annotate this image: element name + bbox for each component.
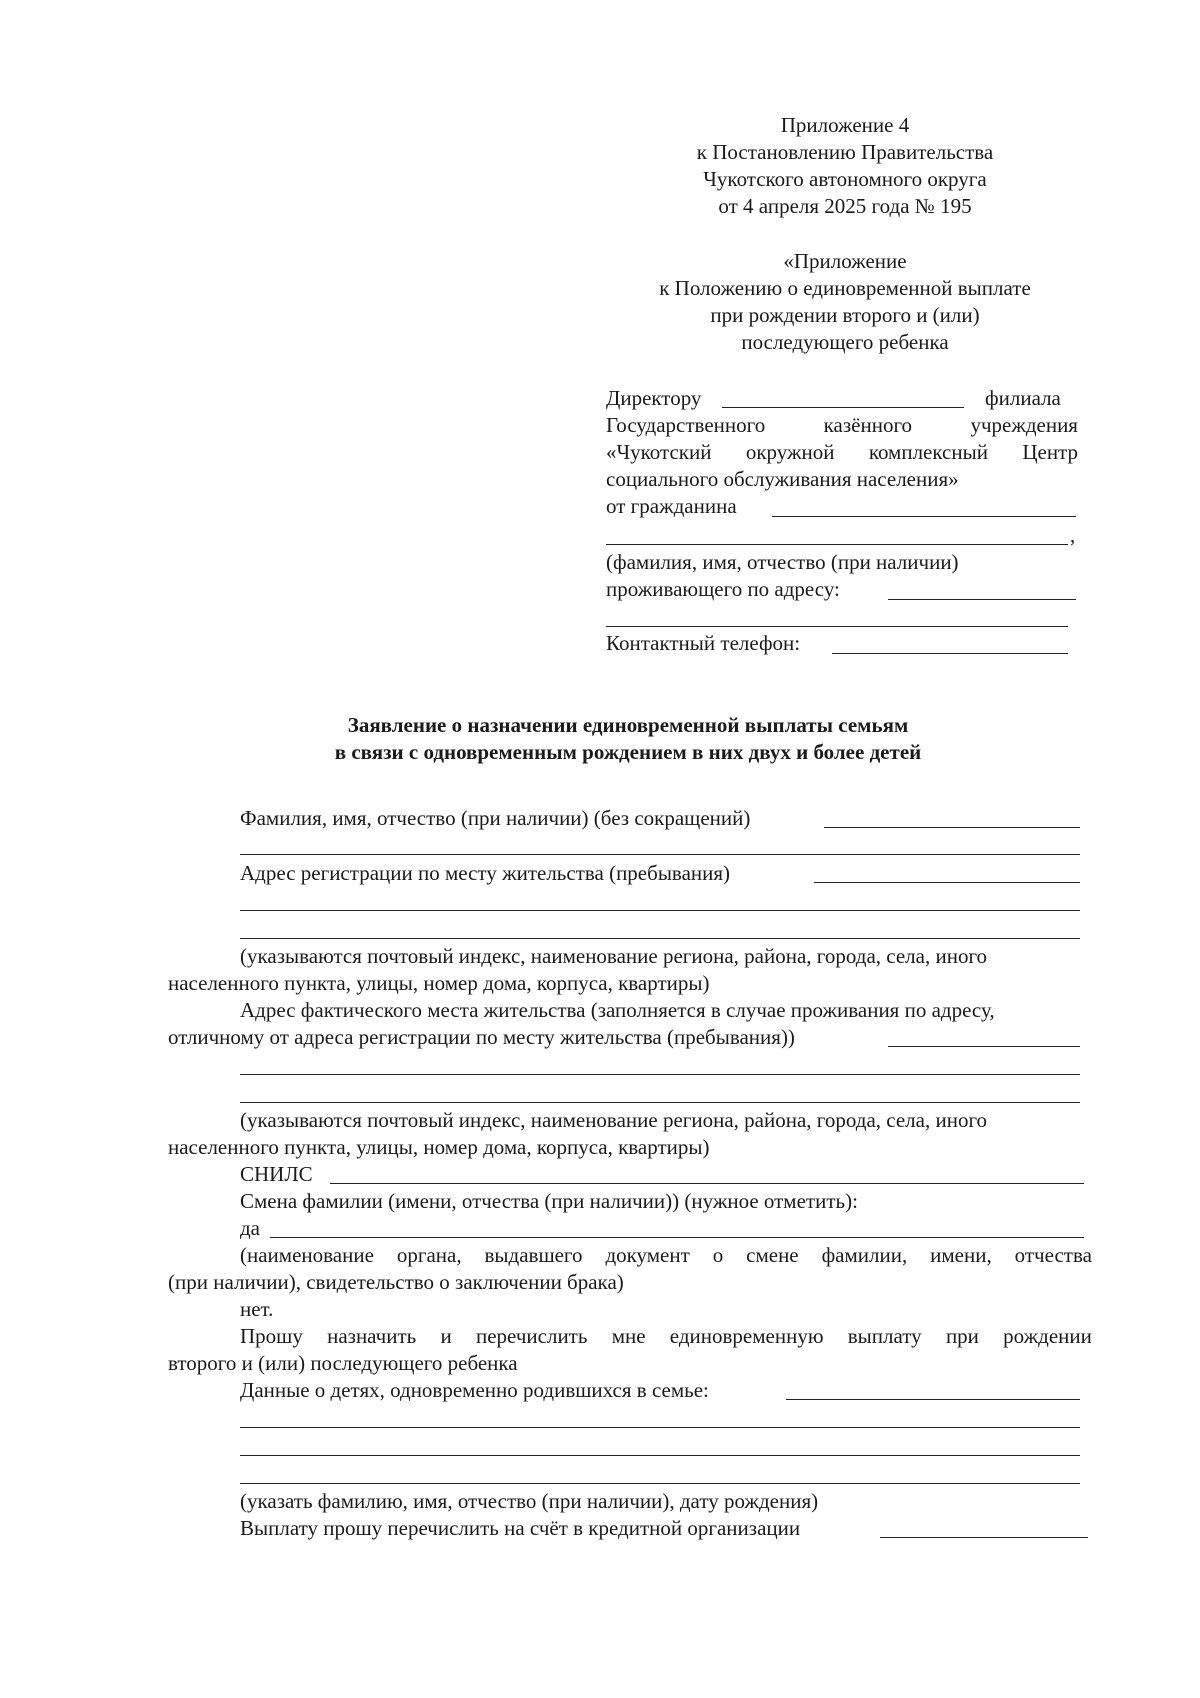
request-word: мне <box>611 1324 646 1348</box>
request-word: выплату <box>847 1324 922 1348</box>
yes-option[interactable]: да <box>240 1216 261 1240</box>
organ-word: фамилии, <box>821 1243 908 1267</box>
snils-field[interactable] <box>330 1183 1084 1184</box>
name-change-label: Смена фамилии (имени, отчества (при наличии)) (нужное отметить): <box>240 1189 858 1213</box>
sub-appendix-line-4: последующего ребенка <box>741 330 949 354</box>
address-hint-2-line-2: населенного пункта, улицы, номер дома, корпуса, квартиры) <box>168 1135 710 1159</box>
request-line-1 <box>240 1323 1092 1349</box>
actual-address-field-2[interactable] <box>240 1074 1080 1075</box>
citizen-name-field[interactable] <box>772 516 1076 517</box>
address-hint-1-line-2: населенного пункта, улицы, номер дома, корпуса, квартиры) <box>168 971 710 995</box>
appendix-line-3: Чукотского автономного округа <box>703 167 987 191</box>
sub-appendix-line-2: к Положению о единовременной выплате <box>659 276 1031 300</box>
sub-appendix-line-1: «Приложение <box>783 249 907 273</box>
director-suffix: филиала <box>985 386 1061 410</box>
phone-field[interactable] <box>832 653 1068 654</box>
request-word: и <box>440 1324 452 1348</box>
organ-word: органа, <box>396 1243 462 1267</box>
request-word: при <box>945 1324 979 1348</box>
actual-address-line-1: Адрес фактического места жительства (заполняется в случае проживания по адресу, <box>240 998 995 1022</box>
from-citizen-label: от гражданина <box>606 494 737 518</box>
fio-label: Фамилия, имя, отчество (при наличии) (без сокращений) <box>240 806 751 830</box>
actual-address-line-2: отличному от адреса регистрации по месту жительства (пребывания)) <box>168 1025 795 1049</box>
reg-address-label: Адрес регистрации по месту жительства (пребывания) <box>240 861 731 885</box>
appendix-line-4: от 4 апреля 2025 года № 195 <box>718 194 972 218</box>
address-hint-1-line-1: (указываются почтовый индекс, наименование региона, района, города, села, иного <box>240 944 988 968</box>
reg-address-field[interactable] <box>814 882 1080 883</box>
children-field-2[interactable] <box>240 1427 1080 1428</box>
organ-word: о <box>712 1243 724 1267</box>
phone-label: Контактный телефон: <box>606 631 801 655</box>
actual-address-field-3[interactable] <box>240 1102 1080 1103</box>
appendix-line-2: к Постановлению Правительства <box>696 140 994 164</box>
request-word: назначить <box>327 1324 417 1348</box>
inst-word: учреждения <box>970 413 1078 437</box>
org-word: «Чукотский <box>606 440 712 464</box>
no-option[interactable]: нет. <box>240 1297 274 1321</box>
children-hint: (указать фамилию, имя, отчество (при наличии), дату рождения) <box>240 1489 819 1513</box>
children-field[interactable] <box>786 1399 1080 1400</box>
org-word: комплексный <box>868 440 988 464</box>
children-field-4[interactable] <box>240 1483 1080 1484</box>
request-word: единовременную <box>669 1324 824 1348</box>
reg-address-field-3[interactable] <box>240 938 1080 939</box>
fio-field-2[interactable] <box>240 854 1080 855</box>
snils-label: СНИЛС <box>240 1162 313 1186</box>
organ-hint-line-2: (при наличии), свидетельство о заключении брака) <box>168 1270 624 1294</box>
organ-word: документ <box>605 1243 690 1267</box>
children-field-3[interactable] <box>240 1455 1080 1456</box>
organization-line-1 <box>606 439 1078 465</box>
residing-address-field[interactable] <box>888 599 1076 600</box>
children-label: Данные о детях, одновременно родившихся в семье: <box>240 1378 709 1402</box>
comma-mark: , <box>1070 523 1076 547</box>
name-change-organ-field[interactable] <box>270 1237 1084 1238</box>
director-label: Директору <box>606 386 702 410</box>
request-word: перечислить <box>475 1324 588 1348</box>
address-hint-2-line-1: (указываются почтовый индекс, наименование региона, района, города, села, иного <box>240 1108 988 1132</box>
inst-word: казённого <box>823 413 913 437</box>
bank-field[interactable] <box>880 1537 1088 1538</box>
organization-line-2: социального обслуживания населения» <box>606 467 959 491</box>
organ-word: выдавшего <box>484 1243 583 1267</box>
sub-appendix-line-3: при рождении второго и (или) <box>710 303 980 327</box>
reg-address-field-2[interactable] <box>240 910 1080 911</box>
organ-word: отчества <box>1014 1243 1092 1267</box>
institution-line <box>606 412 1078 438</box>
fio-field[interactable] <box>824 827 1080 828</box>
request-word: Прошу <box>240 1324 303 1348</box>
actual-address-field[interactable] <box>888 1046 1080 1047</box>
residing-address-field-2[interactable] <box>606 626 1068 627</box>
payment-label: Выплату прошу перечислить на счёт в кредитной организации <box>240 1516 801 1540</box>
citizen-name-field-2[interactable] <box>606 544 1068 545</box>
org-word: окружной <box>745 440 835 464</box>
appendix-line-1: Приложение 4 <box>780 113 910 137</box>
organ-hint-line-1 <box>240 1242 1092 1268</box>
title-line-1: Заявление о назначении единовременной выплаты семьям <box>347 713 909 737</box>
request-word: рождении <box>1003 1324 1092 1348</box>
title-line-2: в связи с одновременным рождением в них двух и более детей <box>334 740 922 764</box>
organ-word: смене <box>746 1243 799 1267</box>
organ-word: имени, <box>930 1243 992 1267</box>
org-word: Центр <box>1022 440 1078 464</box>
residing-label: проживающего по адресу: <box>606 577 840 601</box>
inst-word: Государственного <box>606 413 766 437</box>
organ-word: (наименование <box>240 1243 374 1267</box>
fio-hint: (фамилия, имя, отчество (при наличии) <box>606 550 959 574</box>
director-name-field[interactable] <box>722 407 964 408</box>
request-line-2: второго и (или) последующего ребенка <box>168 1351 518 1375</box>
